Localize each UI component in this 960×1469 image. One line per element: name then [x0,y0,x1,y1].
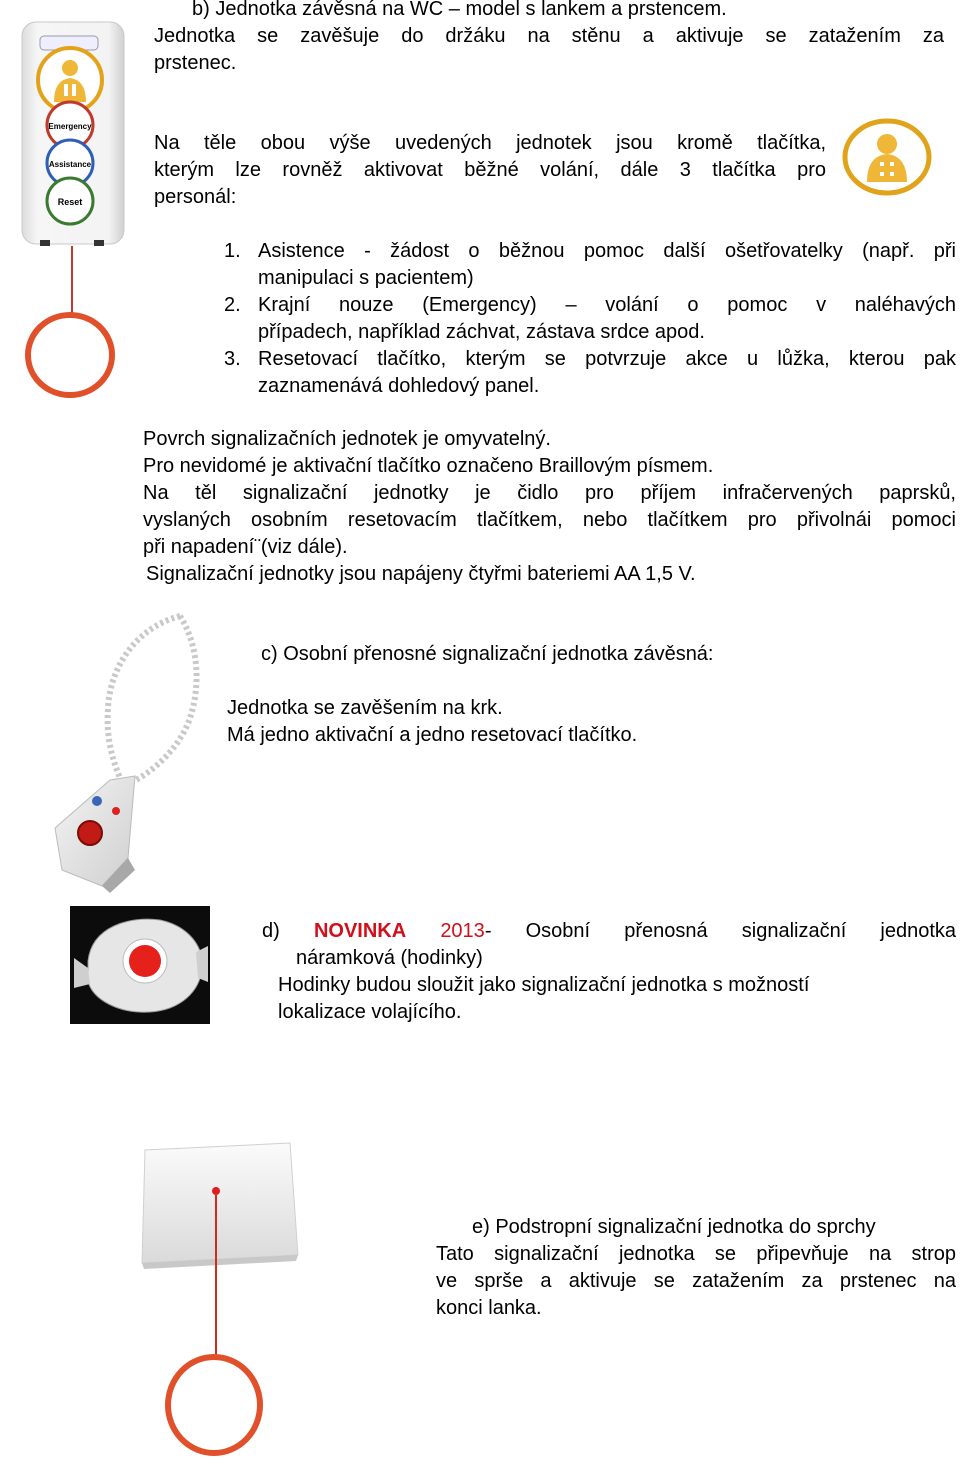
list-item-1-num: 1. [224,240,241,262]
section-d-line2: náramková (hodinky) [296,947,483,969]
list-item-1-line2: manipulaci s pacientem) [258,267,474,289]
section-d-title [262,918,956,945]
para-infrared-3: při napadení¨(viz dále). [143,536,348,558]
section-d-title-rest: - Osobní přenosná signalizační jednotka [484,920,956,942]
list-item-3-line2: zaznamenává dohledový panel. [258,375,540,397]
section-d-line3: Hodinky budou sloužit jako signalizační jednotka s možností [278,974,810,996]
year-label: 2013 [440,920,485,942]
section-e-heading: e) Podstropní signalizační jednotka do sprchy [472,1216,876,1238]
section-d-prefix: d) [262,920,280,942]
novinka-label: NOVINKA [313,920,407,942]
reset-label: Reset [57,197,83,207]
section-c-line1: Jednotka se zavěšením na krk. [227,697,503,719]
section-b-line3: prstenec. [154,52,237,74]
assistance-label: Assistance [48,160,92,169]
wc-unit-image [0,0,140,415]
ceiling-unit-image [130,1135,305,1460]
intro-line1: Na těle obou výše uvedených jednotek jsou kromě tlačítka, [154,132,826,154]
list-item-2-num: 2. [224,294,241,316]
wrist-unit-image [70,906,210,1024]
section-b-line1: b) Jednotka závěsná na WC – model s lankem a prstencem. [192,0,727,20]
section-d-line4: lokalizace volajícího. [278,1001,462,1023]
section-c-line2: Má jedno aktivační a jedno resetovací tlačítko. [227,724,638,746]
para-washable: Povrch signalizačních jednotek je omyvatelný. [143,428,551,450]
list-item-2-line1: Krajní nouze (Emergency) – volání o pomoc v naléhavých [258,294,956,316]
pendant-unit-image [40,608,210,893]
section-e-line1: Tato signalizační jednotka se připevňuje na strop [436,1243,956,1265]
list-item-3-line1: Resetovací tlačítko, kterým se potvrzuje akce u lůžka, kterou pak [258,348,956,370]
section-e-line2: ve sprše a aktivuje se zatažením za prstenec na [436,1270,956,1292]
list-item-1-line1: Asistence - žádost o běžnou pomoc další ošetřovatelky (např. při [258,240,956,262]
para-braille: Pro nevidomé je aktivační tlačítko označeno Braillovým písmem. [143,455,714,477]
para-infrared-2: vyslaných osobním resetovacím tlačítkem, nebo tlačítkem pro přivolnái pomoci [143,509,956,531]
intro-line2: kterým lze rovněž aktivovat běžné volání, dále 3 tlačítka pro [154,159,826,181]
call-icon [842,118,932,196]
emergency-label: Emergency [48,122,92,131]
list-item-3-num: 3. [224,348,241,370]
section-b-line2: Jednotka se zavěšuje do držáku na stěnu a aktivuje se zatažením za [154,25,944,47]
section-e-line3: konci lanka. [436,1297,542,1319]
para-infrared-1: Na těl signalizační jednotky je čidlo pro příjem infračervených paprsků, [143,482,956,504]
para-batteries: Signalizační jednotky jsou napájeny čtyřmi bateriemi AA 1,5 V. [146,563,696,585]
intro-line3: personál: [154,186,237,208]
section-c-heading: c) Osobní přenosné signalizační jednotka závěsná: [261,643,714,665]
list-item-2-line2: případech, například záchvat, zástava srdce apod. [258,321,705,343]
